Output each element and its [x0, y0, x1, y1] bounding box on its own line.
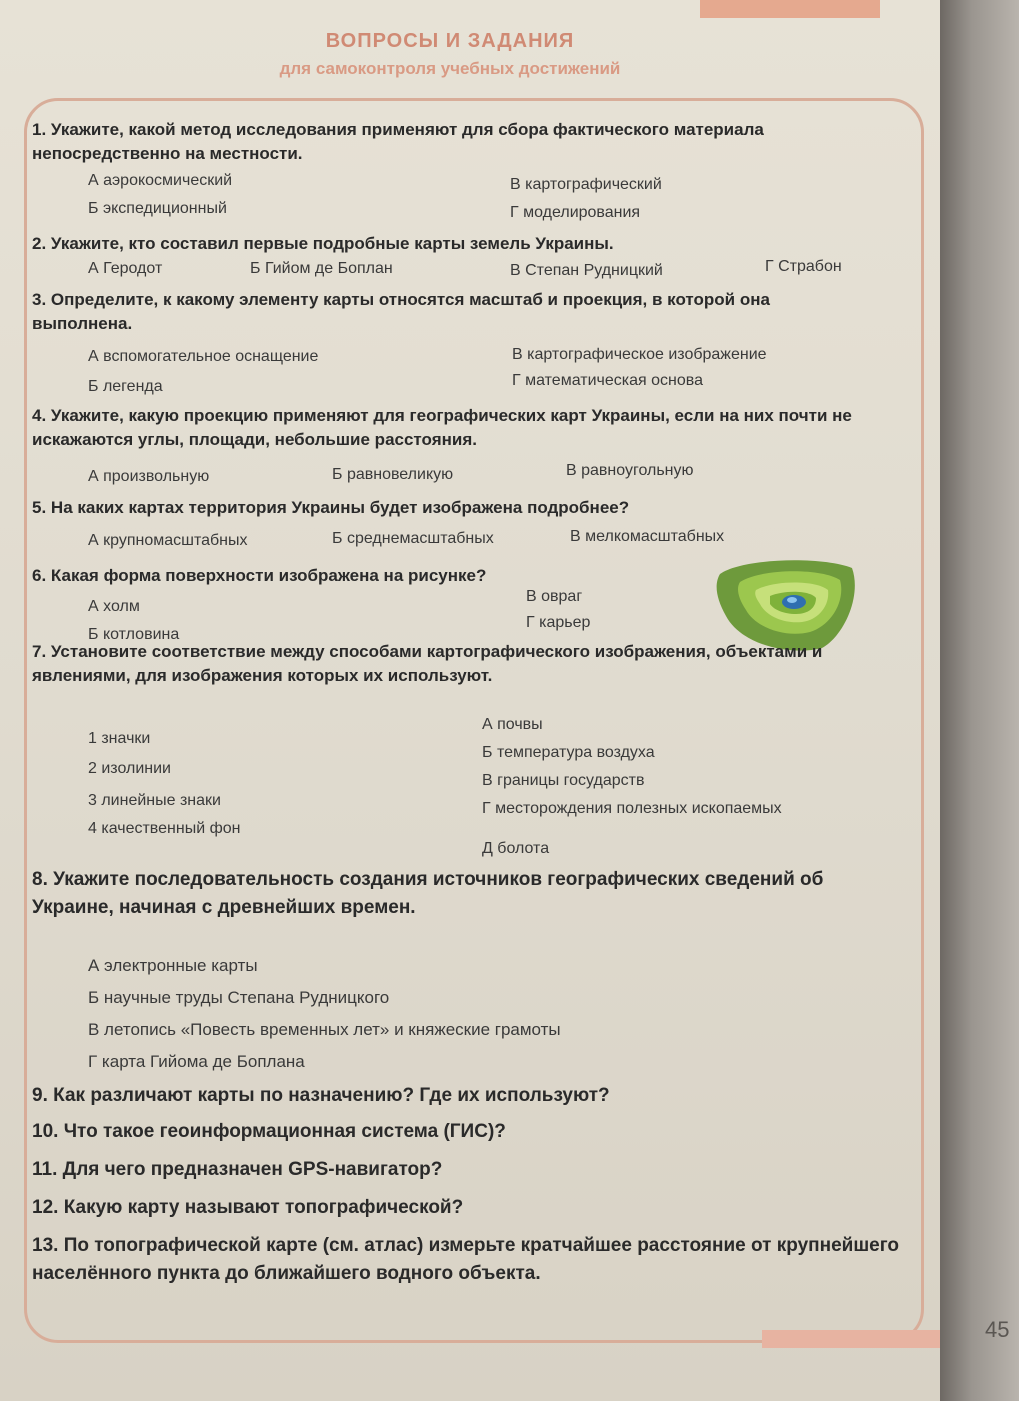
option: А электронные карты	[88, 956, 258, 975]
option: В равноугольную	[566, 462, 694, 479]
question-3: 3. Определите, к какому элементу карты относятся масштаб и проекция, в которой она выполнена.	[32, 290, 770, 333]
match-right-item: Д болота	[482, 840, 550, 857]
question-12: 12. Какую карту называют топографической?	[32, 1197, 464, 1218]
option: Г математическая основа	[512, 372, 703, 389]
match-right-item: А почвы	[482, 716, 543, 733]
option: В мелкомасштабных	[570, 528, 725, 545]
option: А аэрокосмический	[88, 172, 233, 189]
question-9: 9. Как различают карты по назначению? Где их используют?	[32, 1085, 610, 1106]
question-13: 13. По топографической карте (см. атлас) измерьте кратчайшее расстояние от крупнейшего населённого пункта до ближайшего водного объекта.	[32, 1235, 900, 1284]
question-4: 4. Укажите, какую проекцию применяют для географических карт Украины, если на них почти не искажаются углы, площади, небольшие расстояния.	[32, 406, 852, 449]
option: Б легенда	[88, 378, 163, 395]
option: Б среднемасштабных	[332, 530, 494, 547]
section-title: ВОПРОСЫ И ЗАДАНИЯ	[325, 30, 575, 52]
match-left-item: 1 значки	[88, 730, 151, 747]
match-left-item: 3 линейные знаки	[88, 792, 221, 809]
question-11: 11. Для чего предназначен GPS-навигатор?	[32, 1159, 443, 1180]
question-1-text: Укажите, какой метод исследования применяют для сбора фактического материала непосредственно на местности.	[32, 120, 764, 163]
book-spine-edge	[940, 0, 1019, 1401]
option: Б равновеликую	[332, 466, 454, 483]
match-left-item: 4 качественный фон	[88, 820, 241, 837]
option: Б научные труды Степана Рудницкого	[88, 988, 390, 1007]
option: В летопись «Повесть временных лет» и княжеские грамоты	[88, 1020, 561, 1039]
section-header	[0, 30, 900, 79]
option: В овраг	[526, 588, 583, 605]
section-subtitle: для самоконтроля учебных достижений	[279, 59, 621, 78]
option: Г карта Гийома де Боплана	[88, 1052, 305, 1071]
option: А Геродот	[88, 260, 163, 277]
option: Б Гийом де Боплан	[250, 260, 393, 277]
water-highlight	[787, 597, 797, 603]
option: Г Страбон	[765, 258, 842, 275]
option: А холм	[88, 598, 140, 615]
option: А произвольную	[88, 468, 210, 485]
option: Г моделирования	[510, 204, 641, 221]
chapter-tab	[700, 0, 880, 18]
question-2: 2. Укажите, кто составил первые подробные карты земель Украины.	[32, 234, 614, 253]
page-number: 45	[985, 1317, 1010, 1342]
match-right-item: Г месторождения полезных ископаемых	[482, 800, 782, 817]
question-1: 1. Укажите, какой метод исследования применяют для сбора фактического материала непосредственно на местности.	[32, 120, 764, 163]
option: В картографическое изображение	[512, 346, 767, 363]
option: Б экспедиционный	[88, 200, 227, 217]
question-6: 6. Какая форма поверхности изображена на рисунке?	[32, 566, 487, 585]
question-5: 5. На каких картах территория Украины будет изображена подробнее?	[32, 498, 630, 517]
match-right-item: Б температура воздуха	[482, 744, 655, 761]
option: В картографический	[510, 176, 662, 193]
question-8: 8. Укажите последовательность создания источников географических сведений об Украине, начиная с древнейших времен.	[32, 869, 824, 918]
option: Б котловина	[88, 626, 180, 643]
question-10: 10. Что такое геоинформационная система (ГИС)?	[32, 1121, 506, 1142]
option: А вспомогательное оснащение	[88, 348, 319, 365]
question-7: 7. Установите соответствие между способами картографического изображения, объектами и явлениями, для изображения которых их используют.	[32, 642, 823, 685]
match-right-item: В границы государств	[482, 772, 645, 789]
match-left-item: 2 изолинии	[88, 760, 171, 777]
option: Г карьер	[526, 614, 591, 631]
option: В Степан Рудницкий	[510, 262, 663, 279]
option: А крупномасштабных	[88, 532, 248, 549]
